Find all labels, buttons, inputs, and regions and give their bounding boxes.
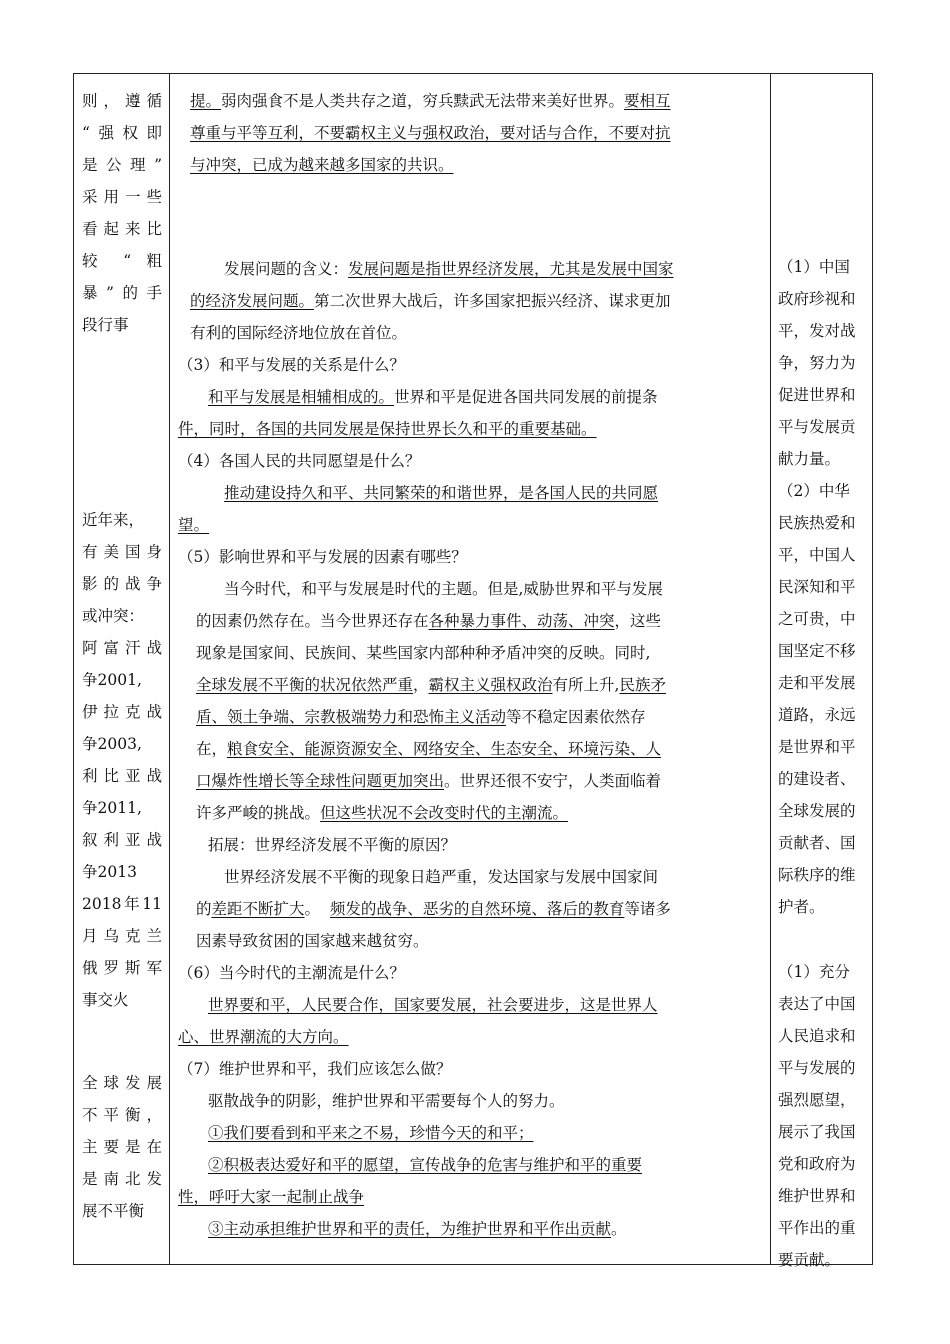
note-line: 要贡献。	[778, 1251, 841, 1269]
right-notes-block-2	[778, 956, 868, 1276]
note-line: 或冲突：	[82, 607, 145, 625]
note-line: 争，努力为	[778, 354, 856, 372]
note-line: 展示了我国	[778, 1123, 856, 1141]
note-line: 促进世界和	[778, 386, 856, 404]
note-line: 强烈愿望，	[778, 1091, 856, 1109]
left-notes-block-1	[82, 85, 162, 341]
note-line: 政府珍视和	[778, 290, 856, 308]
text-line: 有利的国际经济地位放在首位。	[190, 324, 408, 342]
note-line: 展不平衡	[82, 1202, 145, 1220]
note-line: 近年来，	[82, 511, 145, 529]
question-heading: （5）影响世界和平与发展的因素有哪些？	[178, 548, 467, 566]
text-line: 世界要和平，人民要合作，国家要发展，社会要进步，这是世界人	[208, 996, 658, 1014]
note-line: 全球发展的	[778, 802, 856, 820]
left-notes-block-2	[82, 504, 162, 1016]
note-line: 平与发展的	[778, 1059, 856, 1077]
note-line: 伊拉克战	[82, 703, 162, 721]
text-line: 发展问题的含义：发展问题是指世界经济发展，尤其是发展中国家	[224, 260, 674, 278]
note-line: 俄罗斯军	[82, 959, 162, 977]
note-line: 看起来比	[82, 220, 162, 238]
note-line: 民深知和平	[778, 578, 856, 596]
note-line: 党和政府为	[778, 1155, 856, 1173]
note-line: 贡献者、国	[778, 834, 856, 852]
question-heading: （7）维护世界和平，我们应该怎么做？	[178, 1060, 452, 1078]
text-line: 推动建设持久和平、共同繁荣的和谐世界，是各国人民的共同愿	[224, 484, 659, 502]
text-line: 因素导致贫困的国家越来越贫穷。	[196, 932, 429, 950]
note-line: 较 “ 粗	[82, 252, 162, 270]
note-line: 不平衡，	[82, 1106, 162, 1124]
right-notes-block-1	[778, 251, 868, 923]
note-line: 2018年11	[82, 895, 162, 913]
list-item: ①我们要看到和平来之不易，珍惜今天的和平；	[208, 1124, 534, 1142]
main-content-body	[178, 253, 765, 1245]
main-content-top	[178, 85, 765, 181]
note-line: 平与发展贡	[778, 418, 856, 436]
text-line: 全球发展不平衡的状况依然严重，霸权主义强权政治有所上升,民族矛	[196, 676, 666, 694]
note-line: 则，遵循	[82, 92, 162, 110]
question-heading: （6）当今时代的主潮流是什么？	[178, 964, 405, 982]
text-line: 和平与发展是相辅相成的。世界和平是促进各国共同发展的前提条	[208, 388, 658, 406]
note-line: 有美国身	[82, 543, 162, 561]
text-line: 现象是国家间、民族间、某些国家内部种种矛盾冲突的反映。同时,	[196, 644, 651, 662]
note-line: 民族热爱和	[778, 514, 856, 532]
note-line: 维护世界和	[778, 1187, 856, 1205]
text-line: 的差距不断扩大。 频发的战争、恶劣的自然环境、落后的教育等诸多	[196, 900, 671, 918]
text-line: 提。弱肉强食不是人类共存之道，穷兵黩武无法带来美好世界。要相互	[190, 92, 671, 110]
note-line: 人民追求和	[778, 1027, 856, 1045]
note-line: 国坚定不移	[778, 642, 856, 660]
text-line: 口爆炸性增长等全球性问题更加突出。世界还很不安宁，人类面临着	[196, 772, 662, 790]
question-heading: （4）各国人民的共同愿望是什么？	[178, 452, 421, 470]
note-line: 暴”的手	[82, 284, 162, 302]
text-line: 件，同时，各国的共同发展是保持世界长久和平的重要基础。	[178, 420, 597, 438]
note-line: 争2011,	[82, 799, 142, 817]
note-line: 献力量。	[778, 450, 841, 468]
note-line: 之可贵，中	[778, 610, 856, 628]
note-line: “强权即	[82, 124, 162, 142]
list-item: ②积极表达爱好和平的愿望，宣传战争的危害与维护和平的重要	[208, 1156, 643, 1174]
note-line: 平，中国人	[778, 546, 856, 564]
column-divider-right	[770, 74, 771, 1264]
note-line: 道路，永远	[778, 706, 856, 724]
note-line: 争2001,	[82, 671, 142, 689]
note-line: 际秩序的维	[778, 866, 856, 884]
note-line: （1）中国	[778, 258, 850, 276]
document-table	[73, 73, 873, 1269]
note-line: 影的战争	[82, 575, 162, 593]
text-line: 望。	[178, 516, 210, 534]
text-line: 世界经济发展不平衡的现象日趋严重，发达国家与发展中国家间	[224, 868, 659, 886]
note-line: 是世界和平	[778, 738, 856, 756]
note-line: 主要是在	[82, 1138, 162, 1156]
list-item: ③主动承担维护世界和平的责任，为维护世界和平作出贡献。	[208, 1220, 627, 1238]
note-line: 叙利亚战	[82, 831, 162, 849]
text-line: 当今时代，和平与发展是时代的主题。但是,威胁世界和平与发展	[224, 580, 663, 598]
note-line: 阿富汗战	[82, 639, 162, 657]
text-line: 盾、领土争端、宗教极端势力和恐怖主义活动等不稳定因素依然存	[196, 708, 646, 726]
note-line: 是南北发	[82, 1170, 162, 1188]
note-line: 走和平发展	[778, 674, 856, 692]
extension-heading: 拓展：世界经济发展不平衡的原因？	[208, 836, 457, 854]
text-line: 尊重与平等互利，不要霸权主义与强权政治，要对话与合作，不要对抗	[190, 124, 671, 142]
note-line: （1）充分	[778, 963, 850, 981]
left-notes-block-3	[82, 1067, 162, 1227]
question-heading: （3）和平与发展的关系是什么？	[178, 356, 405, 374]
note-line: 护者。	[778, 898, 825, 916]
note-line: （2）中华	[778, 482, 850, 500]
text-line: 驱散战争的阴影，维护世界和平需要每个人的努力。	[208, 1092, 565, 1110]
text-line: 的经济发展问题。第二次世界大战后，许多国家把振兴经济、谋求更加	[190, 292, 671, 310]
note-line: 平，发对战	[778, 322, 856, 340]
note-line: 的建设者、	[778, 770, 856, 788]
note-line: 争2013	[82, 863, 137, 881]
text-line: 许多严峻的挑战。但这些状况不会改变时代的主潮流。	[196, 804, 569, 822]
note-line: 利比亚战	[82, 767, 162, 785]
text-line: 性，呼吁大家一起制止战争	[178, 1188, 365, 1206]
note-line: 全球发展	[82, 1074, 162, 1092]
note-line: 月乌克兰	[82, 927, 162, 945]
note-line: 争2003,	[82, 735, 142, 753]
note-line: 事交火	[82, 991, 129, 1009]
text-line: 在，粮食安全、能源资源安全、网络安全、生态安全、环境污染、人	[196, 740, 662, 758]
text-line: 心、世界潮流的大方向。	[178, 1028, 349, 1046]
note-line: 平作出的重	[778, 1219, 856, 1237]
note-line: 采用一些	[82, 188, 162, 206]
text-line: 与冲突，已成为越来越多国家的共识。	[190, 156, 454, 174]
note-line: 表达了中国	[778, 995, 856, 1013]
text-line: 的因素仍然存在。当今世界还存在各种暴力事件、动荡、冲突，这些	[196, 612, 662, 630]
note-line: 是公理”	[82, 156, 162, 174]
column-divider-left	[169, 74, 170, 1264]
note-line: 段行事	[82, 316, 129, 334]
